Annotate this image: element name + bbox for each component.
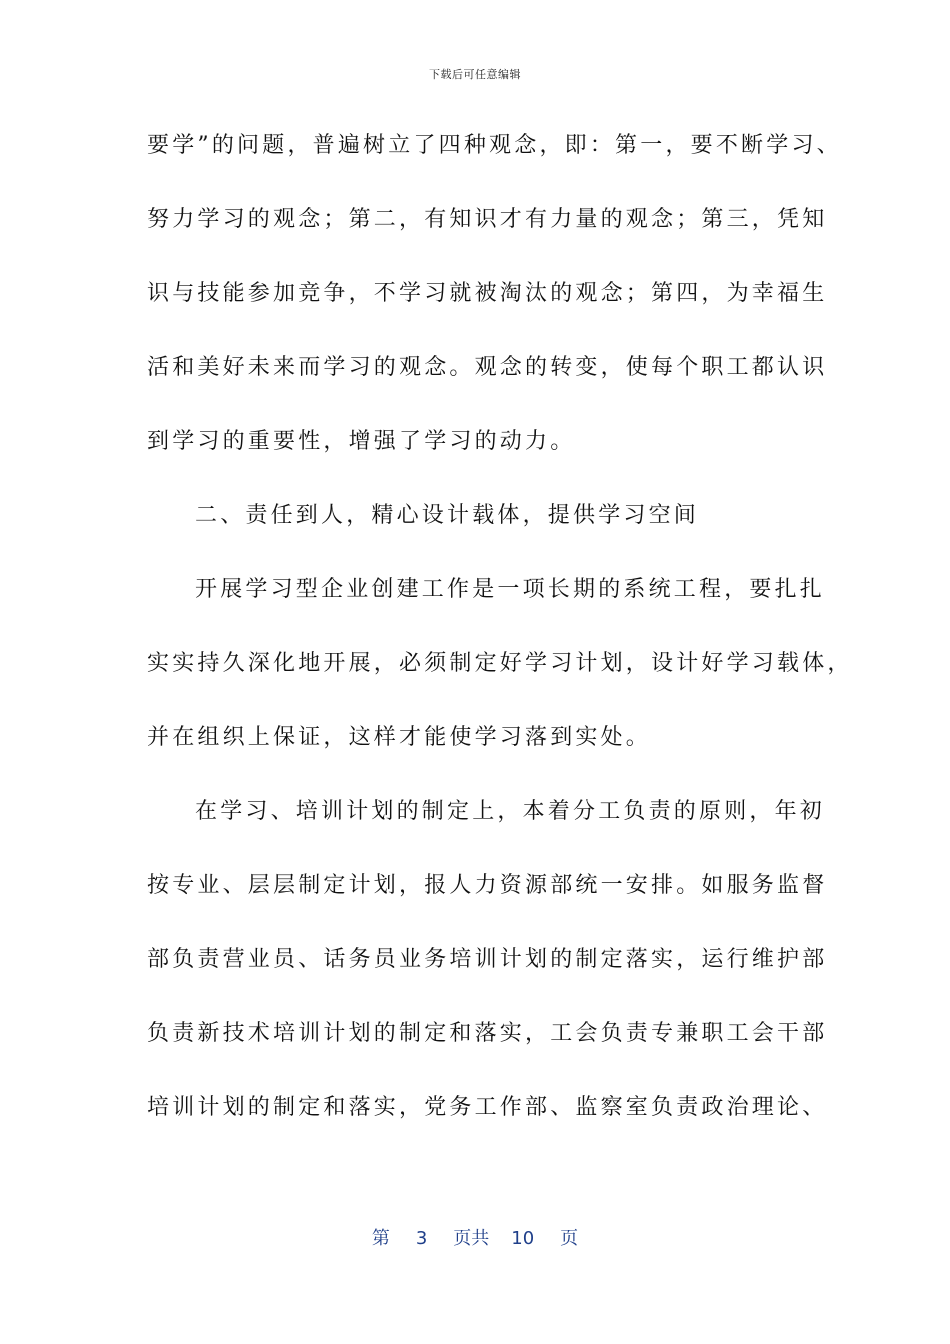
paragraph-line: 实实持久深化地开展，必须制定好学习计划，设计好学习载体， (147, 651, 853, 676)
paragraph-line: 部负责营业员、话务员业务培训计划的制定落实，运行维护部 (147, 947, 828, 972)
paragraph-line: 开展学习型企业创建工作是一项长期的系统工程，要扎扎 (195, 577, 826, 602)
current-page-number: 3 (415, 1228, 428, 1249)
document-body (147, 124, 853, 1160)
paragraph-line: 识与技能参加竞争，不学习就被淘汰的观念；第四，为幸福生 (147, 281, 828, 306)
footer-suffix: 页 (560, 1228, 579, 1249)
paragraph-line: 负责新技术培训计划的制定和落实，工会负责专兼职工会干部 (147, 1021, 828, 1046)
paragraph-line: 并在组织上保证，这样才能使学习落到实处。 (147, 725, 652, 750)
total-pages-number: 10 (511, 1228, 535, 1249)
section-heading: 二、责任到人，精心设计载体，提供学习空间 (195, 503, 700, 528)
paragraph-line: 活和美好未来而学习的观念。观念的转变，使每个职工都认识 (147, 355, 828, 380)
footer-prefix: 第 (371, 1228, 390, 1249)
paragraph-line: 按专业、层层制定计划，报人力资源部统一安排。如服务监督 (147, 873, 828, 898)
paragraph-line: 到学习的重要性，增强了学习的动力。 (147, 429, 576, 454)
footer-middle: 页共 (453, 1228, 490, 1249)
paragraph-line: 在学习、培训计划的制定上，本着分工负责的原则，年初 (195, 799, 826, 824)
paragraph-line: 要学”的问题，普遍树立了四种观念，即：第一，要不断学习、 (147, 133, 842, 158)
page-footer (0, 1224, 950, 1250)
page-header: 下载后可任意编辑 (429, 68, 521, 81)
paragraph-line: 努力学习的观念；第二，有知识才有力量的观念；第三，凭知 (147, 207, 828, 232)
paragraph-line: 培训计划的制定和落实，党务工作部、监察室负责政治理论、 (147, 1095, 828, 1120)
